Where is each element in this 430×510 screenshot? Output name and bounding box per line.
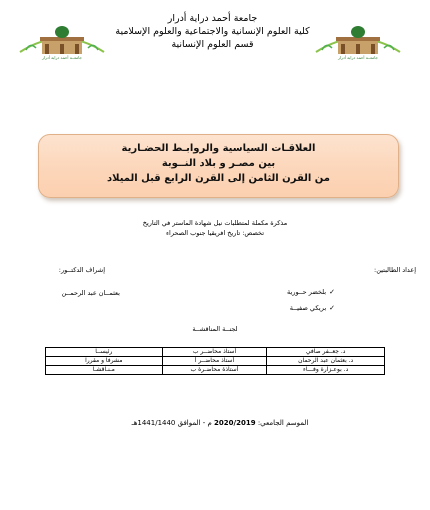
table-row <box>46 366 385 375</box>
member-name: د. بعثمان عبد الرحمان <box>267 357 385 366</box>
member-role: مـنـاقشـا <box>46 366 163 375</box>
supervisor-label: إشراف الدكتــور: <box>58 266 105 274</box>
department-name: قسم العلوم الإنسانية <box>171 39 254 50</box>
member-rank: أستاذة محاضـرة ب <box>162 366 267 375</box>
university-logo-right <box>308 20 408 60</box>
thesis-title-line-3: من القرن الثامن إلى القرن الرابع قبل الميلاد <box>106 173 330 184</box>
logo-caption-left: جامعــة أحمد دراية أدرار <box>41 55 82 60</box>
memo-line-1: مذكرة مكملة لمتطلبات نيل شهادة الماستر في التاريخ <box>142 219 288 227</box>
member-name: د. جعــفر صافي <box>267 348 385 357</box>
academic-year-label: الموسم الجامعي: <box>257 419 309 427</box>
student-name: بلخضر حــورية <box>287 288 327 296</box>
supervisor-name: بعثمــان عبد الرحمــن <box>61 289 120 297</box>
thesis-title-box <box>38 134 399 198</box>
academic-year-gregorian: 2020/2019 <box>214 419 256 427</box>
thesis-title-line-2: بين مصـر و بلاد النــوبة <box>161 158 276 169</box>
memo-specialty: تخصص: تاريخ افريقيا جنوب الصحراء <box>165 229 265 237</box>
academic-year <box>95 419 345 427</box>
member-role: مشرفا و مقررا <box>46 357 163 366</box>
student-name: بريكي صفيــة <box>289 304 327 312</box>
table-row <box>46 357 385 366</box>
thesis-title-line-1: العلاقـات السياسية والروابـط الحضـارية <box>121 143 316 154</box>
academic-year-hijri: 1441/1440هـ <box>131 419 176 427</box>
member-rank: أستاذ محاضــر أ <box>162 357 267 366</box>
student-item <box>290 304 335 312</box>
academic-year-suffix: م - الموافق <box>177 419 212 427</box>
institution-header <box>115 12 310 51</box>
table-row <box>46 348 385 357</box>
logo-caption-right: جامعــة أحمد دراية أدرار <box>337 55 378 60</box>
check-icon: ✓ <box>329 304 335 312</box>
faculty-name: كلية العلوم الإنسانية والاجتماعية والعلوم الإسلامية <box>115 26 310 37</box>
committee-table <box>45 347 385 375</box>
member-role: رئيســا <box>46 348 163 357</box>
student-item <box>287 288 335 296</box>
member-rank: أستاذ محاضــر ب <box>162 348 267 357</box>
check-icon: ✓ <box>329 288 335 296</box>
committee-title: لجنــة المناقشــة <box>192 325 238 333</box>
university-logo-left <box>12 20 112 60</box>
students-label: إعداد الطالبتين: <box>374 266 416 274</box>
university-name: جامعة أحمد دراية أدرار <box>167 13 258 24</box>
memo-description <box>90 218 340 238</box>
member-name: د. بوعـزارة وفـــاء <box>267 366 385 375</box>
